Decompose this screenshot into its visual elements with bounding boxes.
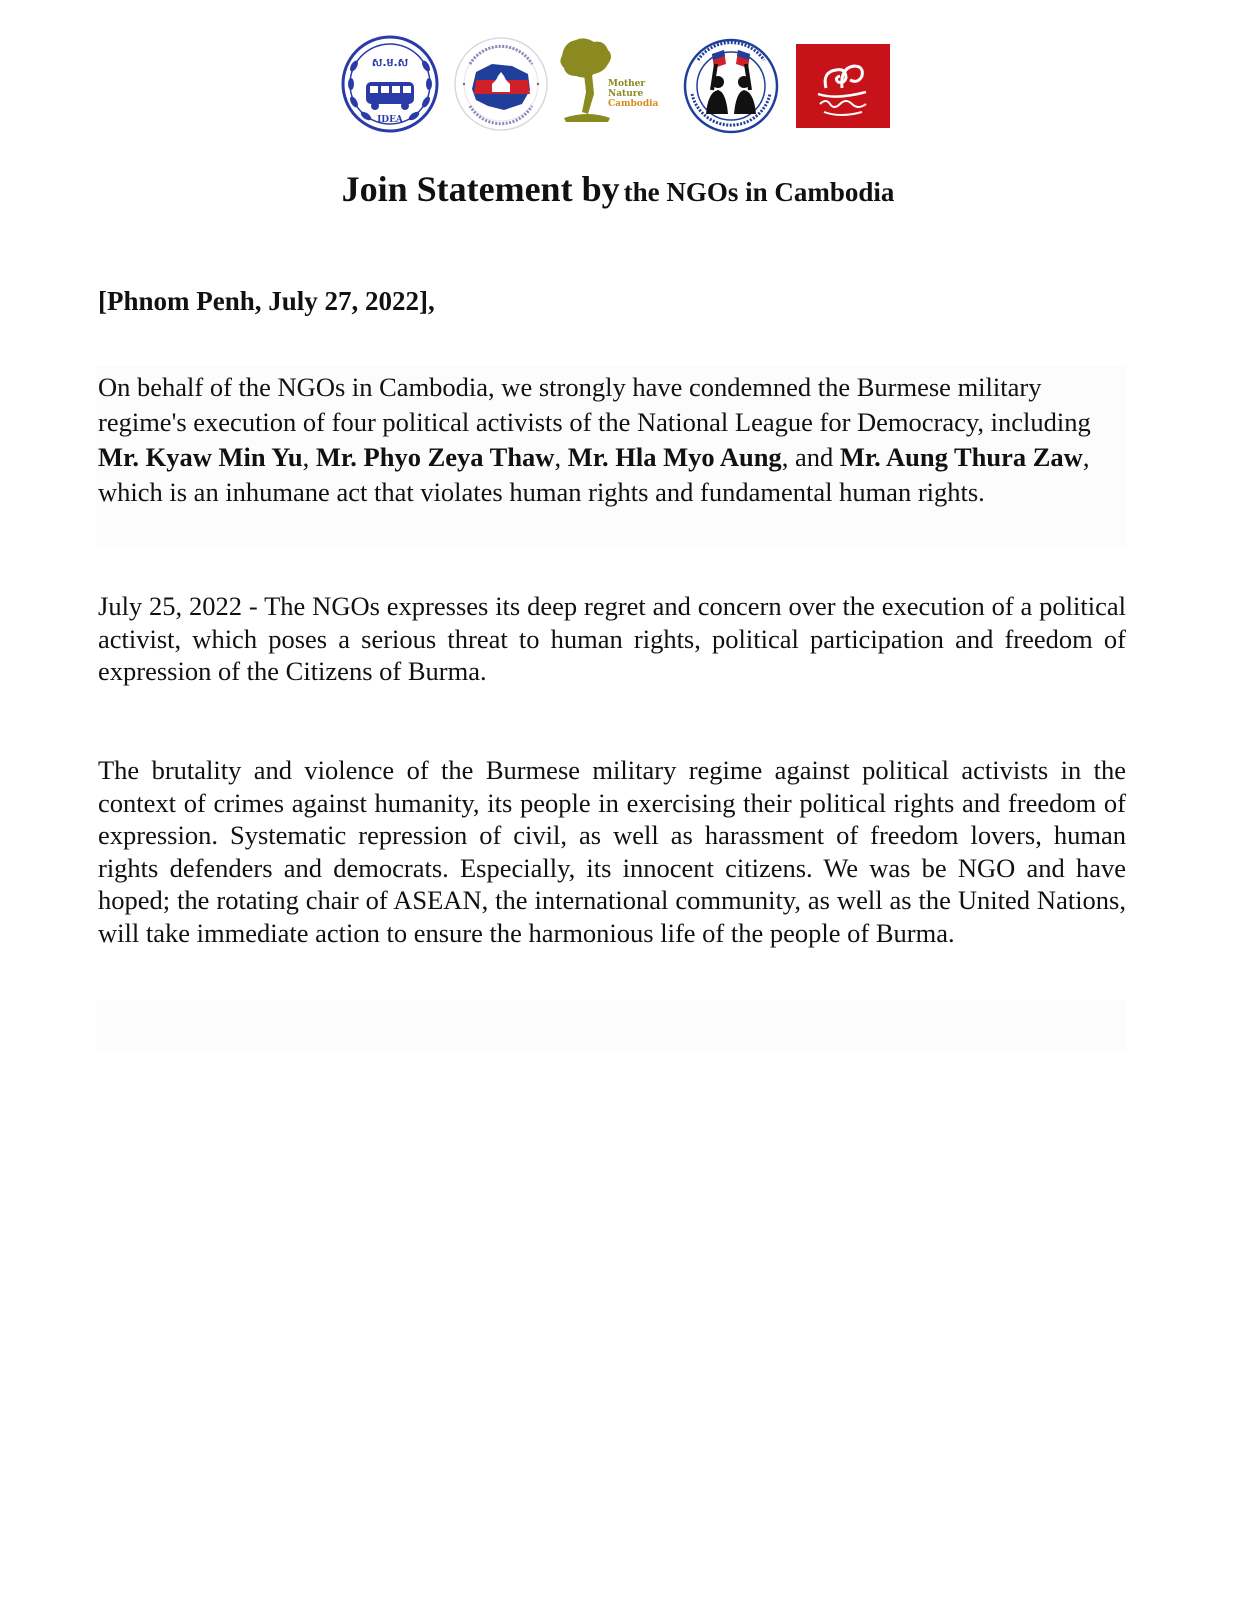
khmer-red-square-logo	[796, 44, 890, 128]
paragraph-regret: July 25, 2022 - The NGOs expresses its deep regret and concern over the execution of a political activist, which poses a serious threat to human rights, political participation and freedom of expression of the Citizens of Burma.	[98, 591, 1126, 686]
paragraph1-sep-2: ,	[554, 442, 568, 472]
mother-nature-line1: Mother	[608, 79, 646, 89]
paragraph1-sep-1: ,	[302, 442, 316, 472]
idea-logo-text: IDEA	[377, 115, 403, 125]
activist-name-3: Mr. Hla Myo Aung	[567, 442, 782, 472]
title-main: Join Statement by	[341, 169, 620, 209]
dateline: [Phnom Penh, July 27, 2022],	[98, 286, 435, 316]
paragraph-condemnation	[98, 370, 1126, 510]
cambodia-map-association-logo	[452, 34, 550, 134]
paragraph1-text-end: , which is an inhumane act that violates human rights and fundamental human rights.	[98, 442, 1090, 507]
activist-name-4: Mr. Aung Thura Zaw	[839, 442, 1083, 472]
mother-nature-line3: Cambodia	[608, 99, 659, 109]
paragraph1-sep-3: , and	[781, 442, 840, 472]
mother-nature-cambodia-logo	[558, 34, 668, 124]
idea-logo	[340, 34, 440, 134]
mother-nature-line2: Nature	[608, 89, 644, 99]
title-sub: the NGOs in Cambodia	[623, 177, 895, 207]
federation-flag-logo	[682, 34, 780, 138]
page-title	[0, 168, 1236, 210]
logo-row	[336, 34, 916, 142]
activist-name-2: Mr. Phyo Zeya Thaw	[315, 442, 555, 472]
paragraph1-text-start: On behalf of the NGOs in Cambodia, we strongly have condemned the Burmese military regime's execution of four political activists of the National League for Democracy, including	[98, 372, 1091, 437]
blank-highlight	[96, 1000, 1126, 1052]
paragraph-brutality: The brutality and violence of the Burmese military regime against political activists in the context of crimes against humanity, its people in exercising their political rights and freedom of expression. Systematic repression of civil, as well as harassment of freedom lovers, human rights defenders and democrats. Especially, its innocent citizens. We was be NGO and have hoped; the rotating chair of ASEAN, the international community, as well as the United Nations, will take immediate action to ensure the harmonious life of the people of Burma.	[98, 755, 1126, 948]
activist-name-1: Mr. Kyaw Min Yu	[98, 442, 303, 472]
idea-logo-khmer: ស.ម.ស	[371, 56, 409, 69]
